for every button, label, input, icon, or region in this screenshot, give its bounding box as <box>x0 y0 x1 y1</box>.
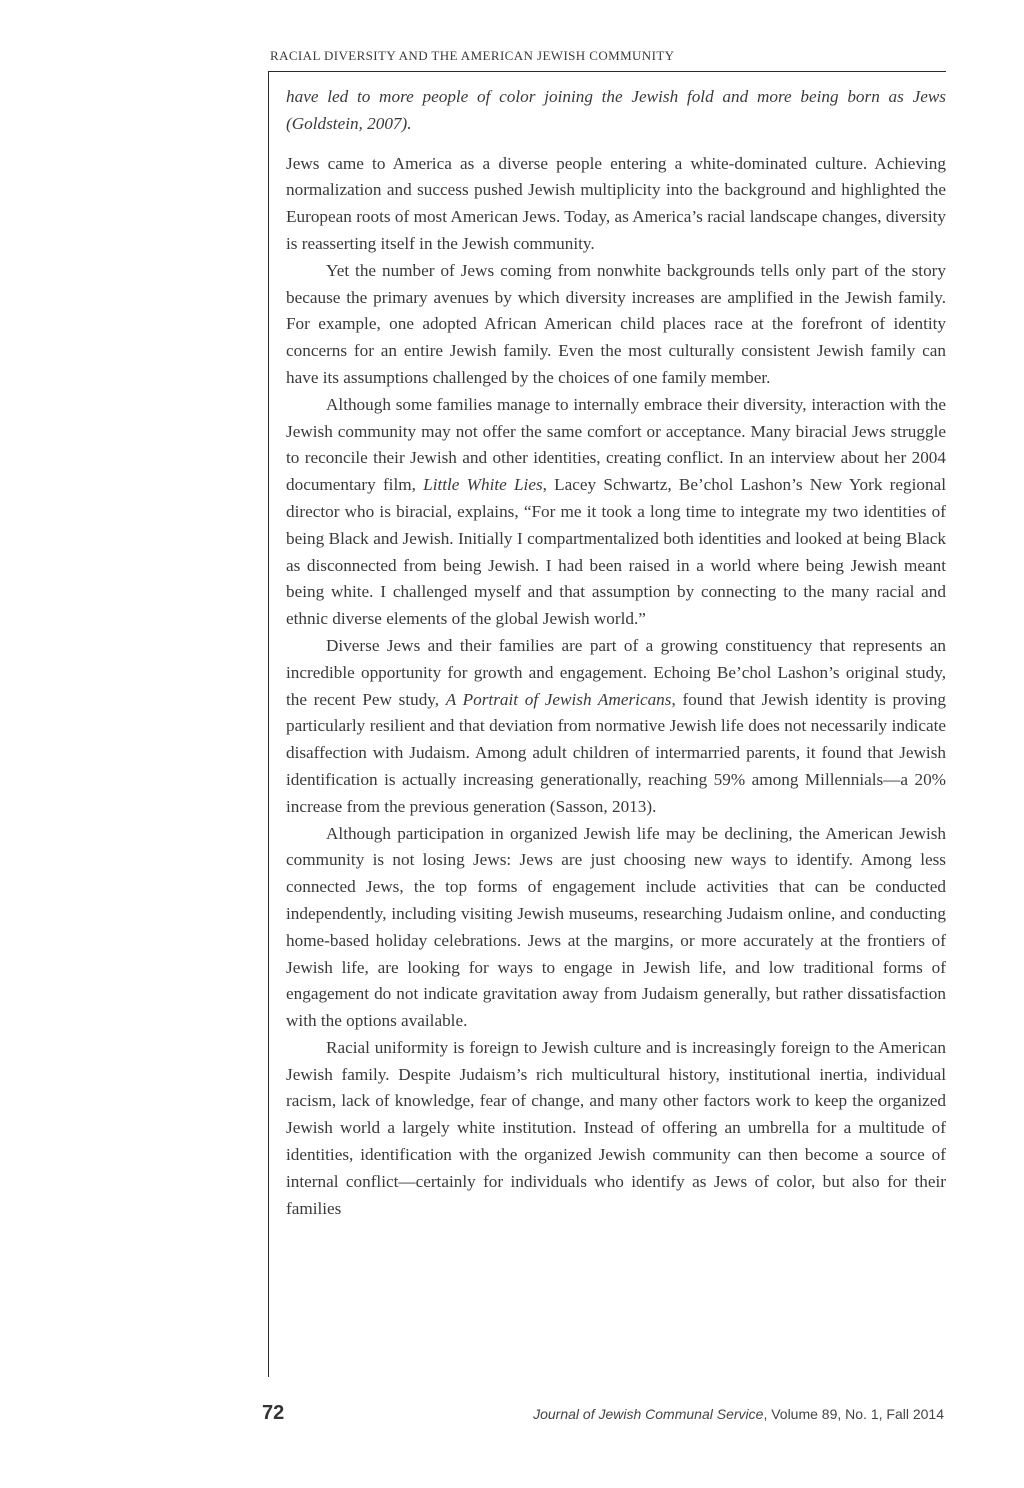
paragraph-text: , Lacey Schwartz, Be’chol Lashon’s New York regional director who is biracial, explains, “For me it took a long time to integrate my two identities of being Black and Jewish. Initially I compartmentalized both identities and looked at being Black as disconnected from being Jewish. I had been raised in a world where being Jewish meant being white. I challenged myself and that assumption by connecting to the many racial and ethnic diverse elements of the global Jewish world.” <box>286 475 946 629</box>
paragraph: Racial uniformity is foreign to Jewish culture and is increasingly foreign to the American Jewish family. Despite Judaism’s rich multicultural history, institutional inertia, individual racism, lack of knowledge, fear of change, and many other factors work to keep the organized Jewish world a largely white institution. Instead of offering an umbrella for a multitude of identities, identification with the organized Jewish community can then become a source of internal conflict—certainly for individuals who identify as Jews of color, but also for their families <box>286 1037 946 1218</box>
paragraph: Jews came to America as a diverse people entering a white-dominated culture. Achieving normalization and success pushed Jewish multiplicity into the background and highlighted the European roots of most American Jews. Today, as America’s racial landscape changes, diversity is reasserting itself in the Jewish community. <box>286 153 946 253</box>
body-text <box>286 84 946 1222</box>
journal-issue: , Volume 89, No. 1, Fall 2014 <box>763 1406 944 1422</box>
study-title: A Portrait of Jewish Americans <box>445 689 672 709</box>
paragraph: Although participation in organized Jewish life may be declining, the American Jewish community is not losing Jews: Jews are just choosing new ways to identify. Among less connected Jews, the top forms of engagement include activities that can be conducted independently, including visiting Jewish museums, researching Judaism online, and conducting home-based holiday celebrations. Jews at the margins, or more accurately at the frontiers of Jewish life, are looking for ways to engage in Jewish life, and low traditional forms of engagement do not indicate gravitation away from Judaism generally, but rather dissatisfaction with the options available. <box>286 823 946 1031</box>
page-number: 72 <box>262 1402 285 1424</box>
paragraph-text: , found that Jewish identity is proving particularly resilient and that deviation from normative Jewish life does not necessarily indicate disaffection with Judaism. Among adult children of intermarried parents, it found that Jewish identification is actually increasing generationally, reaching 59% among Millennials—a 20% increase from the previous generation (Sasson, 2013). <box>286 689 946 816</box>
header-rule <box>268 71 946 72</box>
journal-title: Journal of Jewish Communal Service <box>533 1406 764 1422</box>
paragraph-text: Diverse Jews and their families are part of a growing constituency that represents an incredible opportunity for growth and engagement. Echoing Be’chol Lashon’s original study, the recent Pew study, <box>286 635 946 709</box>
quote-continuation: have led to more people of color joining the Jewish fold and more being born as Jews (Goldstein, 2007). <box>286 87 946 133</box>
margin-rule <box>268 71 269 1377</box>
paragraph <box>286 633 946 821</box>
running-header: RACIAL DIVERSITY AND THE AMERICAN JEWISH COMMUNITY <box>270 48 675 63</box>
paragraph-text: Although some families manage to internally embrace their diversity, interaction with the Jewish community may not offer the same comfort or acceptance. Many biracial Jews struggle to reconcile their Jewish and other identities, creating conflict. In an interview about her 2004 documentary film, <box>286 394 946 495</box>
paragraph: Yet the number of Jews coming from nonwhite backgrounds tells only part of the story because the primary avenues by which diversity increases are amplified in the Jewish family. For example, one adopted African American child places race at the forefront of identity concerns for an entire Jewish family. Even the most culturally consistent Jewish family can have its assumptions challenged by the choices of one family member. <box>286 260 946 387</box>
paragraph <box>286 392 946 633</box>
film-title: Little White Lies <box>423 475 543 495</box>
journal-citation <box>533 1406 944 1422</box>
